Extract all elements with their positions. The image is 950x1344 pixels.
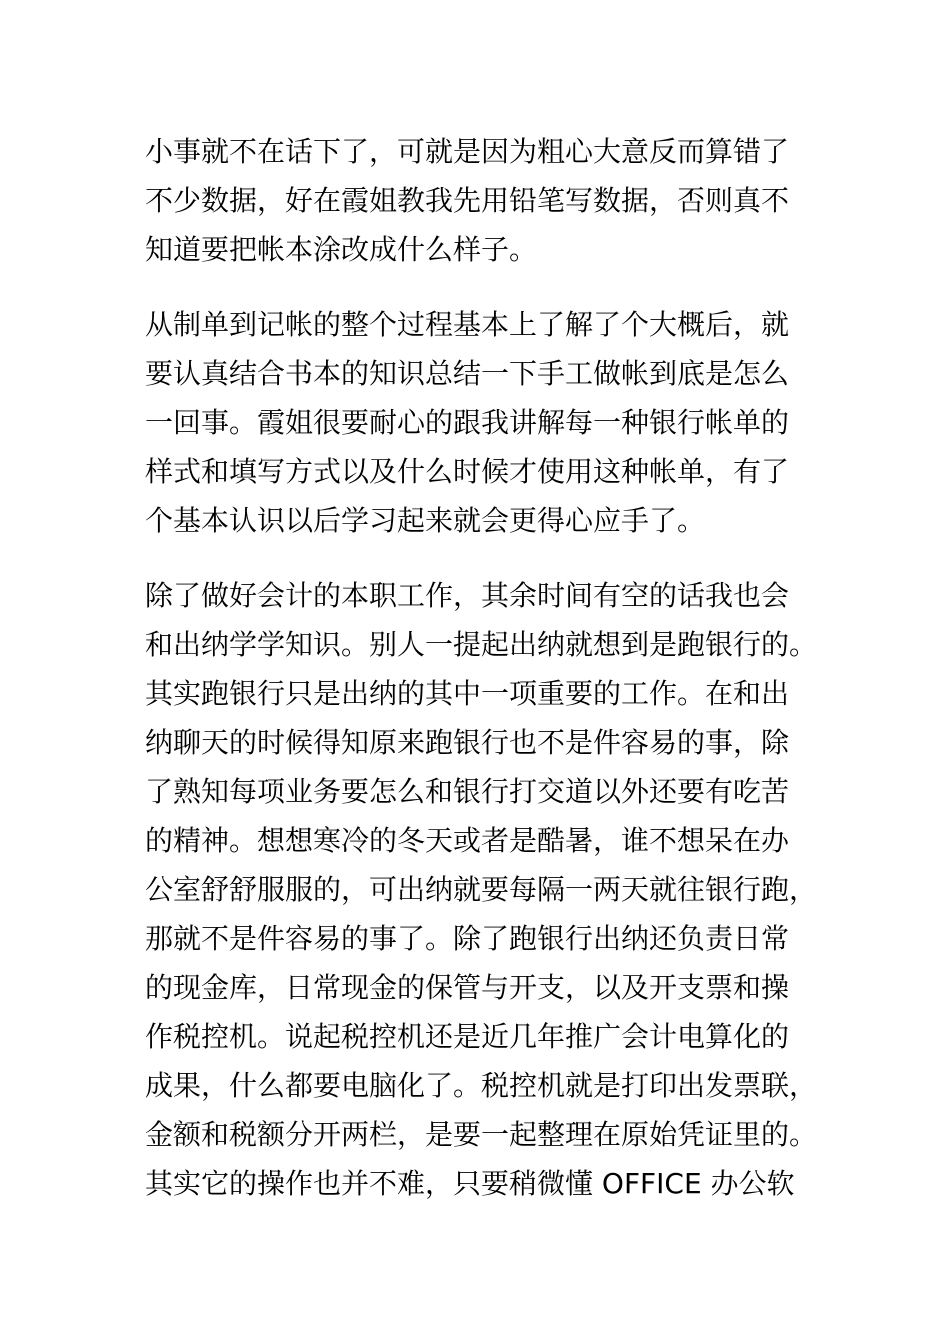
text-line: 公室舒舒服服的，可出纳就要每隔一两天就往银行跑， [145, 873, 818, 906]
text-line: 其实跑银行只是出纳的其中一项重要的工作。在和出 [145, 677, 790, 710]
text-line: 要认真结合书本的知识总结一下手工做帐到底是怎么 [145, 357, 790, 390]
text-line: 纳聊天的时候得知原来跑银行也不是件容易的事，除 [145, 726, 790, 759]
text-line: 从制单到记帐的整个过程基本上了解了个大概后，就 [145, 308, 790, 341]
text-line: 除了做好会计的本职工作，其余时间有空的话我也会 [145, 579, 790, 612]
text-line: 其实它的操作也并不难，只要稍微懂 OFFICE 办公软 [145, 1167, 795, 1200]
text-line: 成果，什么都要电脑化了。税控机就是打印出发票联， [145, 1069, 818, 1102]
text-line: 的现金库，日常现金的保管与开支，以及开支票和操 [145, 971, 790, 1004]
text-line: 小事就不在话下了，可就是因为粗心大意反而算错了 [145, 135, 790, 168]
text-line: 了熟知每项业务要怎么和银行打交道以外还要有吃苦 [145, 775, 790, 808]
text-line: 和出纳学学知识。别人一提起出纳就想到是跑银行的。 [145, 628, 818, 661]
text-line: 的精神。想想寒冷的冬天或者是酷暑，谁不想呆在办 [145, 824, 790, 857]
text-line: 知道要把帐本涂改成什么样子。 [145, 233, 538, 266]
text-line: 作税控机。说起税控机还是近几年推广会计电算化的 [145, 1020, 790, 1053]
text-line: 那就不是件容易的事了。除了跑银行出纳还负责日常 [145, 922, 790, 955]
text-line: 金额和税额分开两栏，是要一起整理在原始凭证里的。 [145, 1118, 818, 1151]
text-line: 一回事。霞姐很要耐心的跟我讲解每一种银行帐单的 [145, 406, 790, 439]
text-line: 不少数据，好在霞姐教我先用铅笔写数据，否则真不 [145, 184, 790, 217]
text-line: 个基本认识以后学习起来就会更得心应手了。 [145, 504, 706, 537]
text-line: 样式和填写方式以及什么时候才使用这种帐单，有了 [145, 455, 790, 488]
